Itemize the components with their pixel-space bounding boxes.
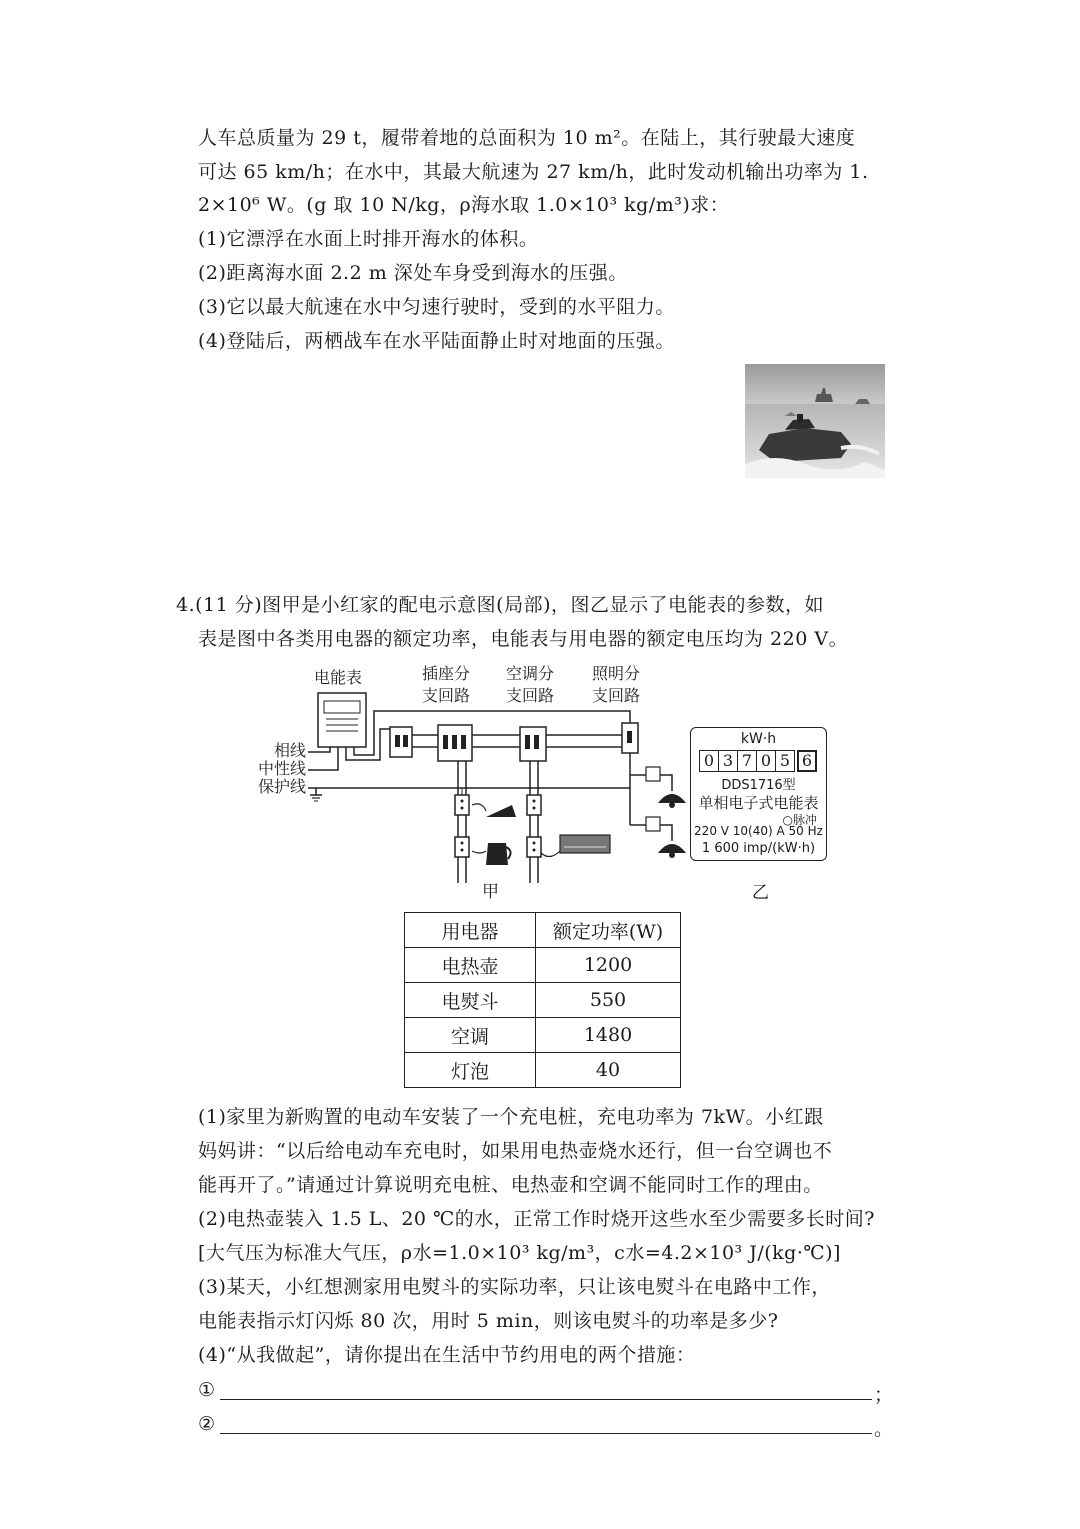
iron-icon <box>486 805 516 817</box>
energy-meter-panel <box>690 727 827 861</box>
blank-marker-1: ① <box>198 1379 216 1401</box>
wire-neutral-label: 中性线 <box>258 759 307 778</box>
meter-model: DDS1716型 <box>721 778 796 793</box>
question-line: [大气压为标准大气压，ρ水=1.0×10³ kg/m³，c水=4.2×10³ J/(kg·℃)] <box>198 1242 841 1264</box>
table-header-cell: 额定功率(W) <box>536 913 681 948</box>
problem-text-line: (1)它漂浮在水面上时排开海水的体积。 <box>198 228 539 250</box>
table-cell: 40 <box>536 1053 681 1088</box>
question-line: 妈妈讲：“以后给电动车充电时，如果用电热壶烧水还行，但一台空调也不 <box>198 1140 833 1162</box>
table-cell: 1200 <box>536 948 681 983</box>
meter-pulse: ○脉冲 <box>782 813 817 827</box>
problem-text-line: (3)它以最大航速在水中匀速行驶时，受到的水平阻力。 <box>198 296 675 318</box>
socket-icon <box>527 795 541 815</box>
table-cell: 电熨斗 <box>405 983 536 1018</box>
main-breaker-icon <box>390 727 412 757</box>
blank-end-2: 。 <box>874 1418 894 1440</box>
table-header-row <box>405 913 681 948</box>
branch-light-label: 照明分 <box>592 664 641 683</box>
lamp-icon <box>658 844 686 853</box>
branch-ac-label: 支回路 <box>506 686 555 705</box>
question-line: (2)电热壶装入 1.5 L、20 ℃的水，正常工作时烧开这些水至少需要多长时间? <box>198 1208 875 1230</box>
problem-text-line: 可达 65 km/h；在水中，其最大航速为 27 km/h，此时发动机输出功率为 1. <box>198 161 869 183</box>
wire-live-label: 相线 <box>274 741 307 760</box>
table-row <box>405 1018 681 1053</box>
problem4-intro-line: 4.(11 分)图甲是小红家的配电示意图(局部)，图乙显示了电能表的参数，如 <box>176 594 824 616</box>
answer-blank-2[interactable] <box>220 1432 872 1434</box>
meter-rating: 220 V 10(40) A 50 Hz <box>694 824 823 838</box>
meter-constant: 1 600 imp/(kW·h) <box>701 841 816 856</box>
meter-digit: 0 <box>699 750 719 772</box>
branch-socket-label: 插座分 <box>422 664 471 683</box>
amphibious-vehicle-photo <box>745 364 885 478</box>
table-row <box>405 1053 681 1088</box>
ac-breaker-icon <box>520 727 546 761</box>
meter-readout <box>699 750 817 772</box>
blank-end-1: ； <box>874 1384 894 1406</box>
meter-digit: 5 <box>776 750 795 772</box>
question-line: (1)家里为新购置的电动车安装了一个充电桩，充电功率为 7kW。小红跟 <box>198 1106 824 1128</box>
branch-socket-label: 支回路 <box>422 686 471 705</box>
socket-icon <box>455 795 469 815</box>
rated-power-table <box>404 912 681 1088</box>
question-line: (3)某天，小红想测家用电熨斗的实际功率，只让该电熨斗在电路中工作， <box>198 1276 831 1298</box>
blank-marker-2: ② <box>198 1413 216 1435</box>
problem4-intro-line: 表是图中各类用电器的额定功率，电能表与用电器的额定电压均为 220 V。 <box>198 628 849 650</box>
branch-ac-label: 空调分 <box>506 664 555 683</box>
table-cell: 550 <box>536 983 681 1018</box>
label-jia: 甲 <box>482 882 499 902</box>
problem-text-line: 人车总质量为 29 t，履带着地的总面积为 10 m²。在陆上，其行驶最大速度 <box>198 127 856 149</box>
meter-digit: 3 <box>719 750 738 772</box>
branch-light-label: 支回路 <box>592 686 641 705</box>
answer-blank-1[interactable] <box>220 1398 872 1400</box>
question-line: 电能表指示灯闪烁 80 次，用时 5 min，则该电熨斗的功率是多少? <box>198 1310 779 1332</box>
socket-icon <box>455 837 469 857</box>
switch-icon <box>646 817 660 831</box>
socket-icon <box>527 837 541 857</box>
label-yi: 乙 <box>752 883 769 903</box>
meter-unit: kW·h <box>740 731 777 747</box>
problem-text-line: (4)登陆后，两栖战车在水平陆面静止时对地面的压强。 <box>198 330 675 352</box>
table-cell: 灯泡 <box>405 1053 536 1088</box>
table-cell: 电热壶 <box>405 948 536 983</box>
table-header-cell: 用电器 <box>405 913 536 948</box>
question-line: (4)“从我做起”，请你提出在生活中节约用电的两个措施： <box>198 1344 696 1366</box>
meter-digit-decimal: 6 <box>797 750 817 772</box>
lamp-icon <box>658 794 686 803</box>
kettle-icon <box>486 843 508 865</box>
meter-digit: 0 <box>757 750 776 772</box>
table-row <box>405 983 681 1018</box>
table-cell: 空调 <box>405 1018 536 1053</box>
table-cell: 1480 <box>536 1018 681 1053</box>
switch-icon <box>646 767 660 781</box>
question-line: 能再开了。”请通过计算说明充电桩、电热壶和空调不能同时工作的理由。 <box>198 1174 823 1196</box>
table-row <box>405 948 681 983</box>
wire-ground-label: 保护线 <box>258 777 307 796</box>
meter-label: 电能表 <box>314 668 363 687</box>
air-conditioner-icon <box>560 835 610 853</box>
meter-digit: 7 <box>738 750 757 772</box>
problem-text-line: 2×10⁶ W。(g 取 10 N/kg，ρ海水取 1.0×10³ kg/m³)求： <box>198 194 730 216</box>
problem-text-line: (2)距离海水面 2.2 m 深处车身受到海水的压强。 <box>198 262 628 284</box>
meter-name: 单相电子式电能表 <box>698 794 819 812</box>
